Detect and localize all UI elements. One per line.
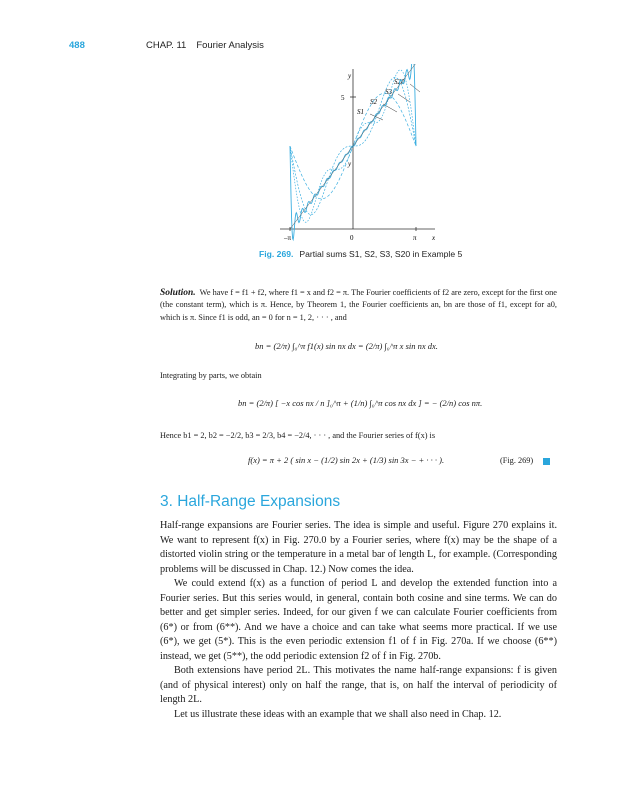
equation-bn-result: bn = (2/π) [ −x cos nx / n ]₀^π + (1/n) ∫₀^π cos nx dx ] = − (2/n) cos nπ.	[238, 398, 483, 408]
integrating-by-parts-line: Integrating by parts, we obtain	[160, 371, 262, 380]
end-of-example-marker	[543, 458, 550, 465]
axis-y-label: y	[348, 72, 352, 80]
section-body	[160, 519, 557, 722]
section-title: 3. Half-Range Expansions	[160, 493, 341, 510]
x-tick-label-pi: π	[413, 234, 417, 242]
solution-heading: Solution.	[160, 288, 196, 298]
figure-caption	[259, 249, 462, 259]
solution-text: We have f = f1 + f2, where f1 = x and f2 = π. The Fourier coefficients of f2 are zero, except for the first one (the constant term), which is π. Hence, by Theorem 1, the Fourier coefficients an, bn are those of f1, except for a0, which is π. Since f1 is odd, an = 0 for n = 1, 2, · · · , and	[160, 288, 557, 322]
pointer-s3	[398, 94, 410, 102]
figure-269	[270, 64, 440, 244]
paragraph-3: Both extensions have period 2L. This motivates the name half-range expansions: f is given (and of physical interest) only on half the range, that is, on half the interval of periodicity of length 2L.	[160, 665, 557, 705]
coefficients-line: Hence b1 = 2, b2 = −2/2, b3 = 2/3, b4 = −2/4, · · · , and the Fourier series of f(x) is	[160, 431, 436, 440]
paragraph-4: Let us illustrate these ideas with an example that we shall also need in Chap. 12.	[174, 708, 502, 720]
running-head	[0, 40, 639, 56]
solution-paragraph	[160, 287, 557, 324]
x-tick-label-neg-pi: –π	[284, 234, 292, 242]
page-number: 488	[69, 40, 85, 51]
curve-label-s3: S3	[385, 88, 392, 96]
paragraph-2: We could extend f(x) as a function of period L and develop the extended function into a Fourier series. But this series would, in general, contain both cosine and sine terms. We can do better and get simpler series. Indeed, for our given f we can calculate Fourier coefficients from (6*) or from (6**). And we have a choice and can take what seems more practical. If we use (6*), we get (5*). This is the even periodic extension f1 of f in Fig. 270a. If we choose (6**) instead, we get (5**), the odd periodic extension f2 of f in Fig. 270b.	[160, 578, 557, 662]
chapter-title: Fourier Analysis	[196, 40, 264, 51]
equation-bn-integral: bn = (2/π) ∫₀^π f1(x) sin nx dx = (2/π) ∫₀^π x sin nx dx.	[255, 341, 438, 351]
chapter-number: CHAP. 11	[146, 40, 187, 51]
curve-label-s1: S1	[357, 108, 364, 116]
paragraph-1: Half-range expansions are Fourier series. The idea is simple and useful. Figure 270 explains it. We want to represent f(x) in Fig. 270.0 by a Fourier series, where f(x) may be the shape of a distorted violin string or the temperature in a metal bar of length L, for example. (Corresponding problems will be discussed in Chap. 12.) Now comes the idea.	[160, 520, 557, 575]
y-tick-label: 5	[341, 94, 345, 102]
axis-x-label: x	[432, 234, 436, 242]
inner-y-label: y	[348, 160, 352, 168]
figure-caption-text: Partial sums S1, S2, S3, S20 in Example 5	[299, 249, 463, 259]
x-tick-label-zero: 0	[350, 234, 354, 242]
curve-label-s20: S20	[394, 78, 405, 86]
chapter-heading	[146, 40, 264, 51]
equation-fourier-series: f(x) = π + 2 ( sin x − (1/2) sin 2x + (1/3) sin 3x − + · · · ).	[248, 455, 445, 465]
curve-label-s2: S2	[370, 98, 377, 106]
figure-caption-label: Fig. 269.	[259, 249, 294, 259]
equation-reference: (Fig. 269)	[500, 456, 534, 465]
